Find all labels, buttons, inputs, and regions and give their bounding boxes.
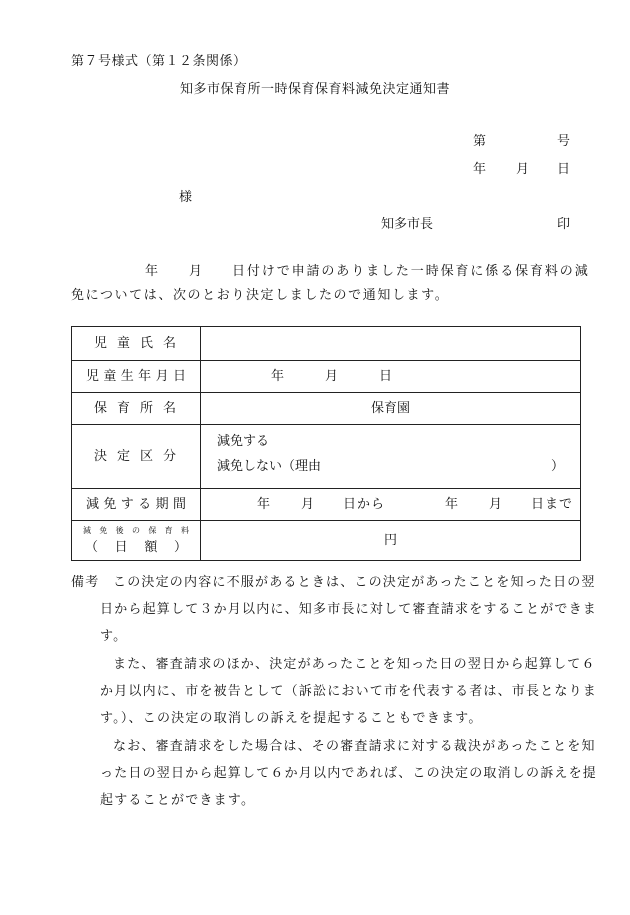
date-day: 日 [557,162,571,177]
date-month: 月 [516,162,530,177]
notes-p3-line2: った日の翌日から起算して６か月以内であれば、この決定の取消しの訴えを提 [100,766,598,781]
addressee-sama: 様 [179,190,193,205]
issuer-seal: 印 [557,217,571,232]
option-exempt[interactable]: 減免する [217,433,270,449]
issuer-name: 知多市長 [381,217,434,232]
fee-label-bottom: （ 日 額 ） [85,539,187,555]
notes-p2-line2: か月以内に、市を被告として（訴訟において市を代表する者は、市長となりま [100,684,598,699]
notes-p3-line1: なお、審査請求をした場合は、その審査請求に対する裁決があったことを知 [113,739,596,754]
doc-number-dai: 第 [473,134,487,149]
intro-month: 月 [189,264,203,279]
nursery-field[interactable]: 保育園 [201,393,581,425]
reason-close-paren: ） [551,458,565,474]
notes-p1-line2: 日から起算して３か月以内に、知多市長に対して審査請求をすることができま [100,602,598,617]
row-decision [72,425,581,489]
decision-field[interactable] [201,425,581,489]
row-birth-date [72,361,581,393]
decision-label: 決 定 区 分 [94,448,176,464]
doc-number-go: 号 [557,134,571,149]
period-label: 減 免 す る 期 間 [86,496,186,512]
row-period [72,489,581,521]
document-title: 知多市保育所一時保育保育料減免決定通知書 [179,82,450,97]
intro-year: 年 [145,264,159,279]
decision-table [71,326,581,561]
notes-p1-line1: この決定の内容に不服があるときは、この決定があったことを知った日の翌 [113,575,596,590]
notes-p2-line3: す。）、この決定の取消しの訴えを提起することもできます。 [100,711,483,726]
intro-line2: 免については、次のとおり決定しましたので通知します。 [71,288,450,303]
intro-line1: 日付けで申請のありました一時保育に係る保育料の減 [232,264,590,279]
form-number: 第７号様式（第１２条関係） [71,54,247,69]
fee-label-top: 減 免 後 の 保 育 料 [83,525,189,535]
row-nursery [72,393,581,425]
notes-label: 備考 [71,575,100,590]
notes-p3-line3: 起することができます。 [100,793,256,808]
option-not-exempt[interactable]: 減免しない（理由 [217,458,322,474]
birth-date-field[interactable]: 年 月 日 [201,361,581,393]
notes-p2-line1: また、審査請求のほか、決定があったことを知った日の翌日から起算して６ [113,657,596,672]
fee-field[interactable]: 円 [201,521,581,561]
row-child-name [72,327,581,361]
row-fee [72,521,581,561]
notes-p1-line3: す。 [100,629,128,644]
birth-date-label: 児 童 生 年 月 日 [86,368,186,384]
date-year: 年 [473,162,487,177]
child-name-field[interactable] [201,327,581,361]
child-name-label: 児 童 氏 名 [94,335,176,351]
period-field[interactable]: 年 月 日から 年 月 日まで [201,489,581,521]
nursery-label: 保 育 所 名 [94,400,176,416]
